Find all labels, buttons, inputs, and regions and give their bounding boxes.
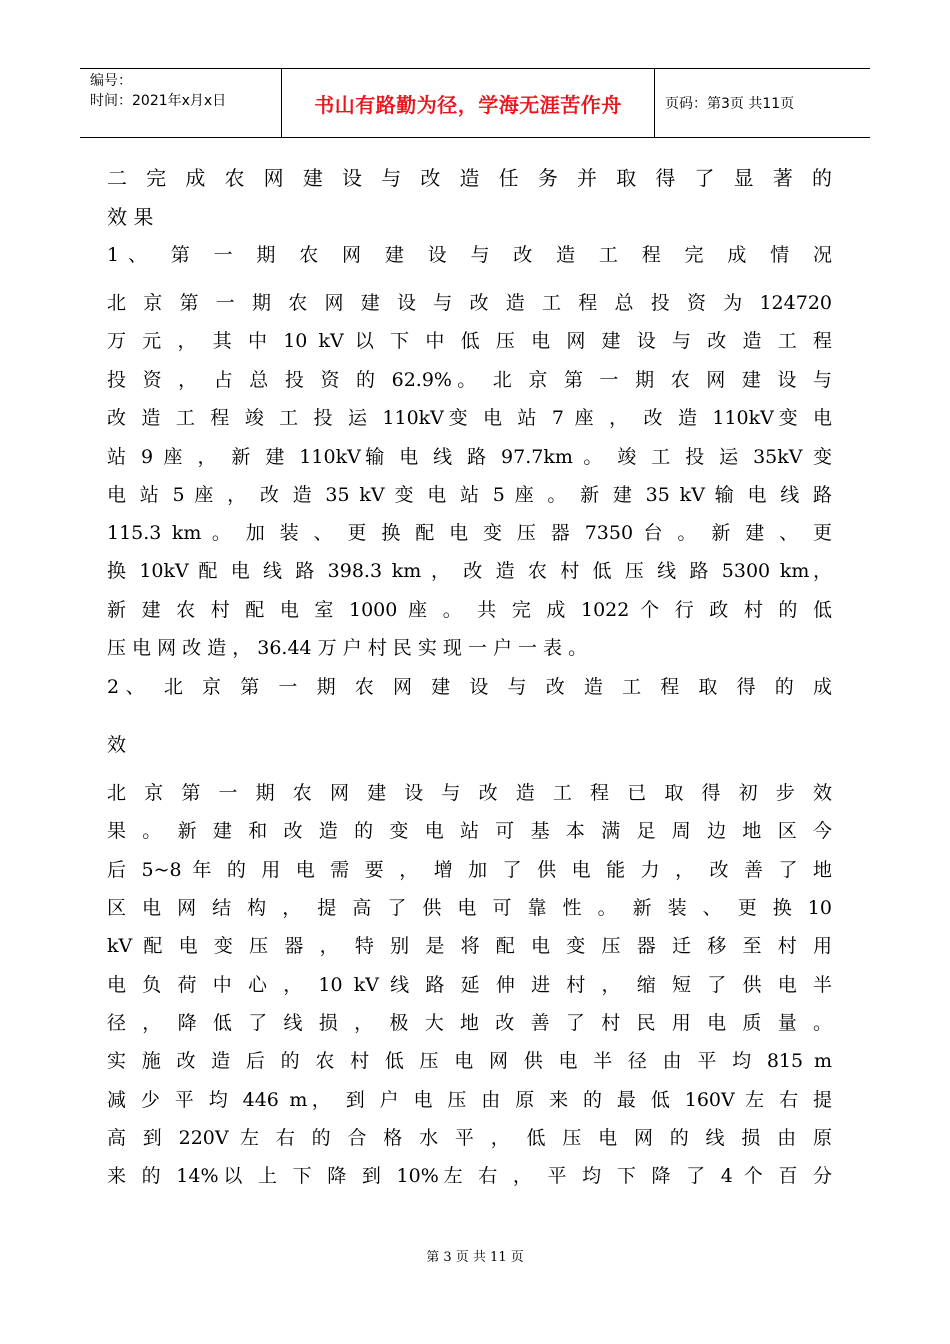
serial-label: 编号： <box>90 73 132 89</box>
paragraph-line: 后 5~8 年 的 用 电 需 要 ， 增 加 了 供 电 能 力 ， 改 善 了 地 <box>107 859 832 881</box>
paragraph-line: 果 。 新 建 和 改 造 的 变 电 站 可 基 本 满 足 周 边 地 区 今 <box>107 820 832 842</box>
paragraph-line: 电 站 5 座 ， 改 造 35 kV 变 电 站 5 座 。 新 建 35 kV 输 电 线 路 <box>107 484 832 506</box>
paragraph-line: 北 京 第 一 期 农 网 建 设 与 改 造 工 程 已 取 得 初 步 效 <box>107 782 832 804</box>
paragraph-line: 减 少 平 均 446 m， 到 户 电 压 由 原 来 的 最 低 160V 左 右 提 <box>107 1089 832 1111</box>
section-heading-cont: 效 果 <box>107 205 154 229</box>
subheading-1: 1、 第 一 期 农 网 建 设 与 改 造 工 程 完 成 情 况 <box>107 244 832 266</box>
page-code: 页码：第3页 共11页 <box>665 96 795 112</box>
paragraph-line: 高 到 220V 左 右 的 合 格 水 平 ， 低 压 电 网 的 线 损 由 原 <box>107 1127 832 1149</box>
paragraph-line: 站 9 座 ， 新 建 110kV输 电 线 路 97.7km 。 竣 工 投 运 35kV 变 <box>107 446 832 468</box>
header-meta-cell <box>80 69 282 137</box>
paragraph-line: 改 造 工 程 竣 工 投 运 110kV变 电 站 7 座 ， 改 造 110kV变 电 <box>107 407 832 429</box>
page-footer: 第 3 页 共 11 页 <box>426 1250 524 1265</box>
motto-text: 书山有路勤为径，学海无涯苦作舟 <box>314 92 622 117</box>
paragraph-line: 北 京 第 一 期 农 网 建 设 与 改 造 工 程 总 投 资 为 124720 <box>107 292 832 314</box>
paragraph-line: 换 10kV 配 电 线 路 398.3 km ， 改 造 农 村 低 压 线 路 5300 km， <box>107 560 832 582</box>
paragraph-line: 来 的 14%以 上 下 降 到 10%左 右 ， 平 均 下 降 了 4 个 百 分 <box>107 1165 832 1187</box>
paragraph-line: 区 电 网 结 构 ， 提 高 了 供 电 可 靠 性 。 新 装 、 更 换 10 <box>107 897 832 919</box>
subheading-2-cont: 效 <box>107 734 127 756</box>
paragraph-line: 实 施 改 造 后 的 农 村 低 压 电 网 供 电 半 径 由 平 均 815 m <box>107 1050 832 1072</box>
paragraph-line: kV 配 电 变 压 器 ， 特 别 是 将 配 电 变 压 器 迁 移 至 村 用 <box>107 935 832 957</box>
header-page-cell <box>655 69 870 137</box>
paragraph-line: 万 元 ， 其 中 10 kV 以 下 中 低 压 电 网 建 设 与 改 造 工 程 <box>107 330 832 352</box>
paragraph-line: 电 负 荷 中 心 ， 10 kV 线 路 延 伸 进 村 ， 缩 短 了 供 电 半 <box>107 974 832 996</box>
paragraph-line: 径 ， 降 低 了 线 损 ， 极 大 地 改 善 了 村 民 用 电 质 量 。 <box>107 1012 832 1034</box>
subheading-2: 2、 北 京 第 一 期 农 网 建 设 与 改 造 工 程 取 得 的 成 <box>107 676 832 698</box>
paragraph-line: 投 资 ， 占 总 投 资 的 62.9%。 北 京 第 一 期 农 网 建 设 与 <box>107 369 832 391</box>
paragraph-line: 115.3 km 。 加 装 、 更 换 配 电 变 压 器 7350 台 。 新 建 、 更 <box>107 522 832 544</box>
page-header <box>80 68 870 138</box>
paragraph-line: 压 电 网 改 造 ， 36.44 万 户 村 民 实 现 一 户 一 表 。 <box>107 637 588 659</box>
header-motto-cell <box>282 69 655 137</box>
date-label: 时间：2021年x月x日 <box>90 93 227 109</box>
paragraph-line: 新 建 农 村 配 电 室 1000 座 。 共 完 成 1022 个 行 政 村 的 低 <box>107 599 832 621</box>
section-heading: 二 完 成 农 网 建 设 与 改 造 任 务 并 取 得 了 显 著 的 <box>107 166 832 190</box>
